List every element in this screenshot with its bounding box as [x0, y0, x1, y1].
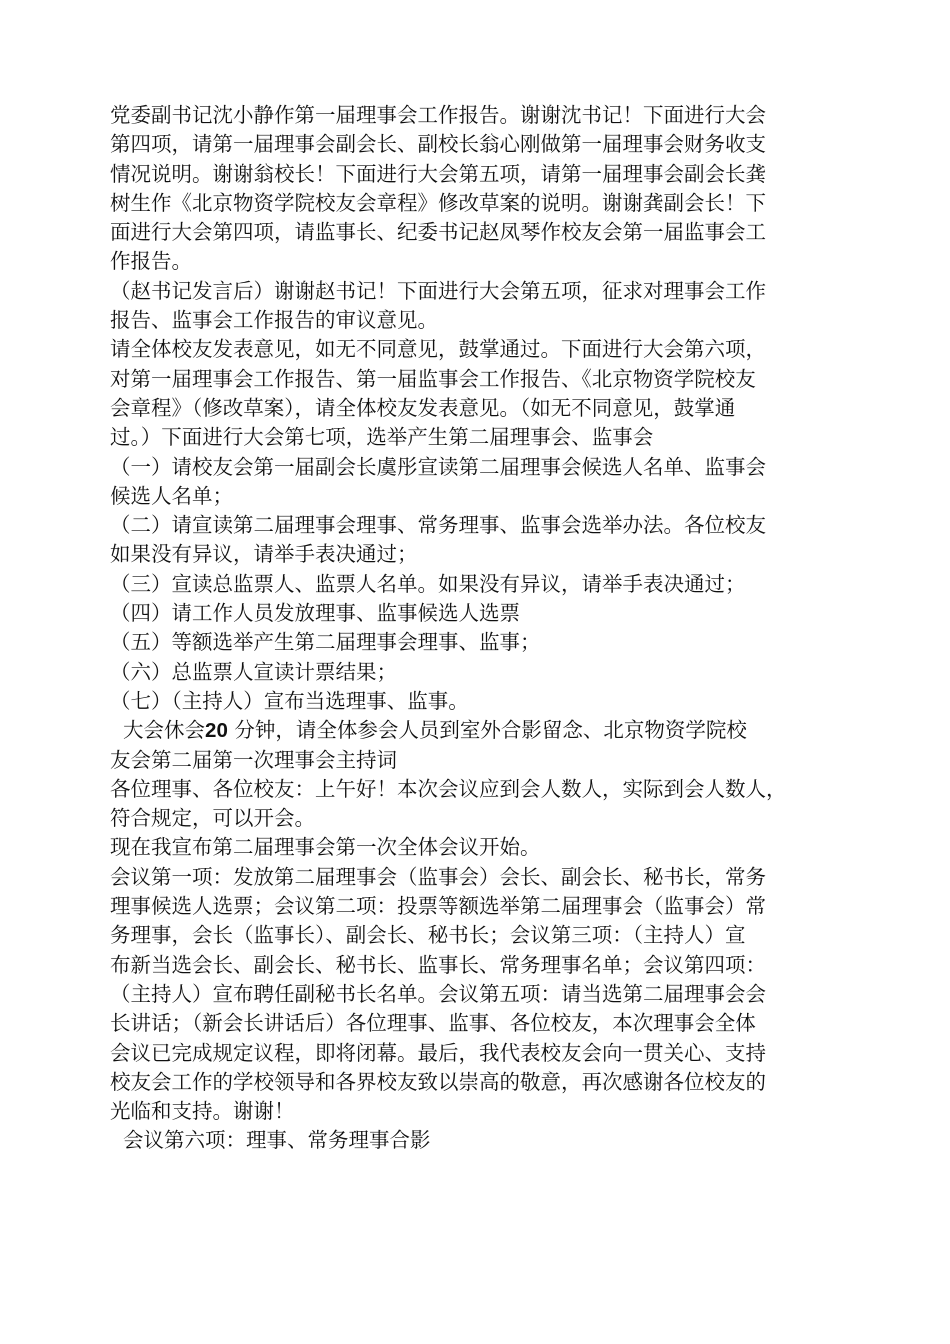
- text-line: 会议第一项：发放第二届理事会（监事会）会长、副会长、秘书长，常务: [110, 864, 766, 889]
- break-announcement-line: [110, 716, 870, 745]
- text-line: 报告、监事会工作报告的审议意见。: [110, 308, 438, 333]
- text-line: （七）（主持人）宣布当选理事、监事。: [110, 688, 469, 713]
- text-line: 务理事，会长（监事长）、副会长、秘书长；会议第三项：（主持人）宣: [110, 923, 746, 948]
- break-text-before: 大会休会: [110, 718, 206, 743]
- text-line: （四）请工作人员发放理事、监事候选人选票: [110, 601, 520, 626]
- text-line: 候选人名单；: [110, 483, 233, 508]
- text-line: 情况说明。谢谢翁校长！下面进行大会第五项，请第一届理事会副会长龚: [110, 161, 766, 186]
- text-line: 长讲话；（新会长讲话后）各位理事、监事、各位校友，本次理事会全体: [110, 1011, 756, 1036]
- text-line: 校友会工作的学校领导和各界校友致以崇高的敬意，再次感谢各位校友的: [110, 1069, 766, 1094]
- text-line: 树生作《北京物资学院校友会章程》修改草案的说明。谢谢龚副会长！下: [110, 190, 766, 215]
- text-line: 各位理事、各位校友：上午好！本次会议应到会人数人，实际到会人数人，: [110, 776, 787, 801]
- text-line: （一）请校友会第一届副会长虞彤宣读第二届理事会候选人名单、监事会: [110, 454, 766, 479]
- text-line: （赵书记发言后）谢谢赵书记！下面进行大会第五项，征求对理事会工作: [110, 278, 766, 303]
- text-line: （三）宣读总监票人、监票人名单。如果没有异议，请举手表决通过；: [110, 571, 746, 596]
- text-line: 请全体校友发表意见，如无不同意见，鼓掌通过。下面进行大会第六项，: [110, 337, 766, 362]
- text-line: 光临和支持。谢谢！: [110, 1099, 295, 1124]
- break-text-after: 分钟，请全体参会人员到室外合影留念、北京物资学院校: [234, 718, 747, 743]
- text-line: 符合规定，可以开会。: [110, 806, 315, 831]
- text-line: （主持人）宣布聘任副秘书长名单。会议第五项：请当选第二届理事会会: [110, 981, 766, 1006]
- text-line: 现在我宣布第二届理事会第一次全体会议开始。: [110, 835, 541, 860]
- text-line: 面进行大会第四项，请监事长、纪委书记赵凤琴作校友会第一届监事会工: [110, 220, 766, 245]
- text-line: 会议第六项：理事、常务理事合影: [110, 1128, 431, 1153]
- text-line: （六）总监票人宣读计票结果；: [110, 659, 397, 684]
- text-line: 友会第二届第一次理事会主持词: [110, 747, 397, 772]
- text-line: 党委副书记沈小静作第一届理事会工作报告。谢谢沈书记！下面进行大会: [110, 103, 766, 127]
- break-minutes: 20: [205, 719, 228, 743]
- text-line: 对第一届理事会工作报告、第一届监事会工作报告、《北京物资学院校友: [110, 366, 756, 391]
- text-line: 布新当选会长、副会长、秘书长、监事长、常务理事名单；会议第四项：: [110, 952, 766, 977]
- text-line: 如果没有异议，请举手表决通过；: [110, 542, 418, 567]
- text-line: 会章程》（修改草案），请全体校友发表意见。（如无不同意见，鼓掌通: [110, 395, 736, 420]
- document-body: [110, 101, 870, 1156]
- text-line: 第四项，请第一届理事会副会长、副校长翁心刚做第一届理事会财务收支: [110, 132, 766, 157]
- text-line: （五）等额选举产生第二届理事会理事、监事；: [110, 630, 541, 655]
- text-line: 会议已完成规定议程，即将闭幕。最后，我代表校友会向一贯关心、支持: [110, 1040, 766, 1065]
- text-line: 作报告。: [110, 249, 192, 274]
- text-line: 理事候选人选票；会议第二项：投票等额选举第二届理事会（监事会）常: [110, 894, 766, 919]
- text-line: 过。）下面进行大会第七项，选举产生第二届理事会、监事会: [110, 425, 654, 450]
- text-line: （二）请宣读第二届理事会理事、常务理事、监事会选举办法。各位校友: [110, 513, 766, 538]
